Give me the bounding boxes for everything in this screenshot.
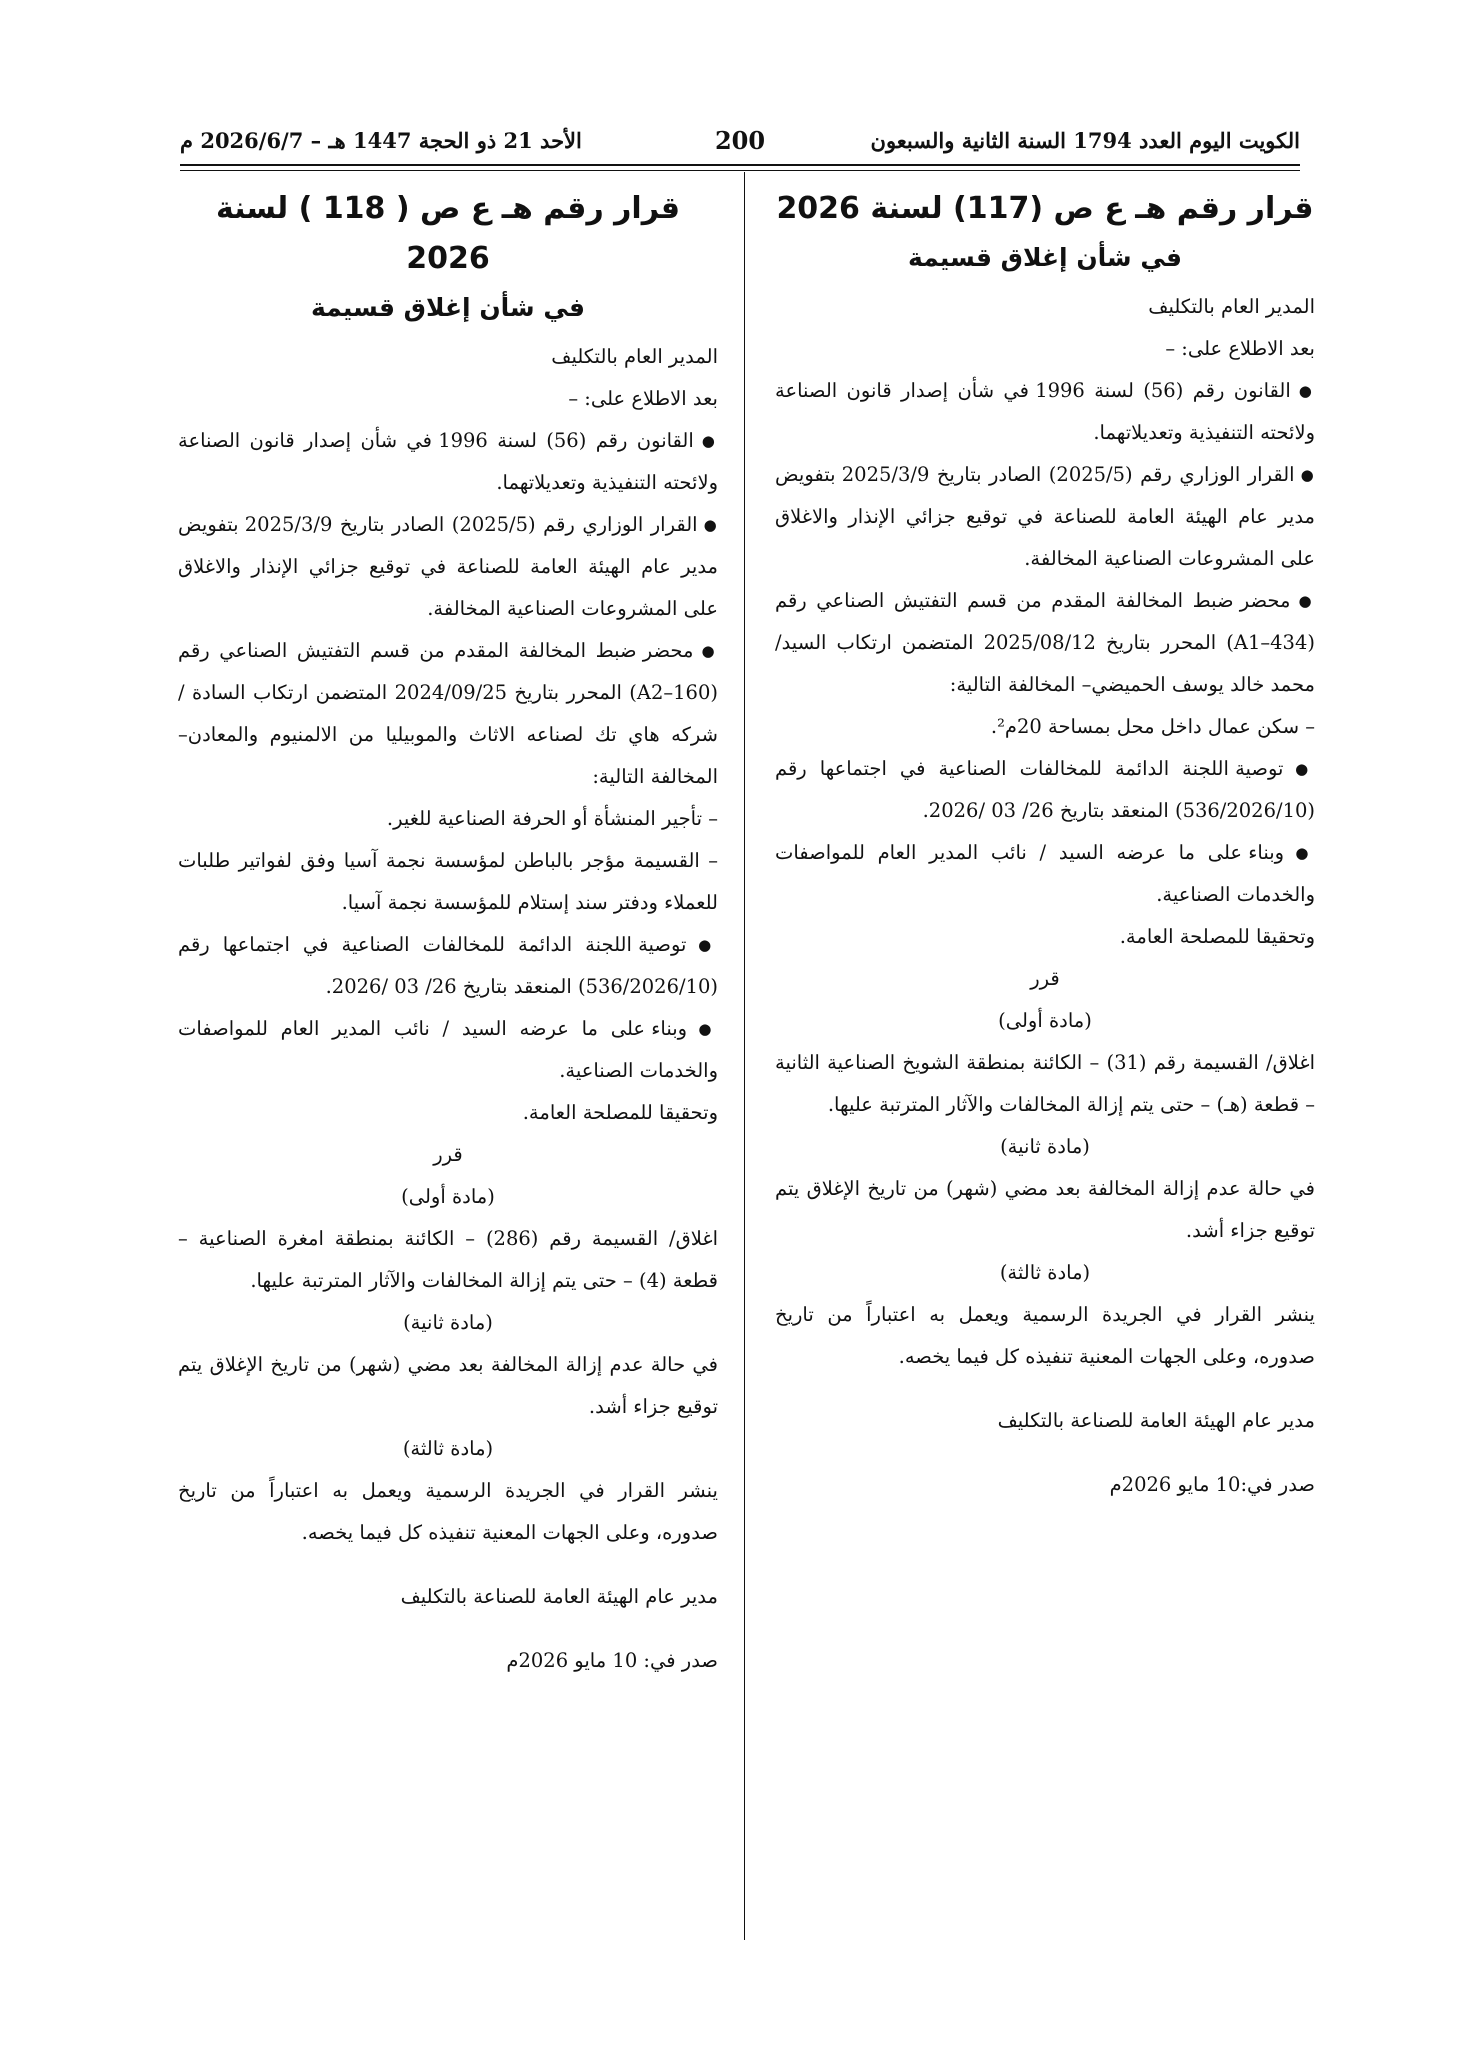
article-2-heading: (مادة ثانية) [1000, 1135, 1090, 1158]
article-2-text: في حالة عدم إزالة المخالفة بعد مضي (شهر) من تاريخ الإغلاق يتم توقيع جزاء أشد. [178, 1353, 718, 1418]
preamble-item: ● توصية اللجنة الدائمة للمخالفات الصناعية في اجتماعها رقم (536/2026/10) المنعقد بتاريخ 26/ 03 /2026. [775, 748, 1315, 832]
article-3-heading: (مادة ثالثة) [999, 1261, 1091, 1284]
preamble-item: ● محضر ضبط المخالفة المقدم من قسم التفتيش الصناعي رقم (A1–434) المحرر بتاريخ 2025/08/12 المتضمن ارتكاب السيد/ محمد خالد يوسف الحميضي– المخالفة التالية: [775, 580, 1315, 706]
article-3-text: ينشر القرار في الجريدة الرسمية ويعمل به اعتباراً من تاريخ صدوره، وعلى الجهات المعنية تنفيذه كل فيما يخصه. [178, 1479, 718, 1544]
signature: مدير عام الهيئة العامة للصناعة بالتكليف [400, 1585, 718, 1608]
issue-date: صدر في: 10 مايو 2026م [506, 1649, 718, 1672]
preamble-item: ● وبناء على ما عرضه السيد / نائب المدير العام للمواصفات والخدمات الصناعية. [178, 1008, 718, 1092]
violation-item: – تأجير المنشأة أو الحرفة الصناعية للغير. [386, 807, 718, 830]
article-1-heading: (مادة أولى) [998, 1009, 1092, 1032]
page-header [180, 118, 1300, 162]
issuer: المدير العام بالتكليف [1148, 295, 1315, 318]
decision-subtitle: في شأن إغلاق قسيمة [311, 293, 585, 322]
article-1-text: اغلاق/ القسيمة رقم (31) – الكائنة بمنطقة الشويخ الصناعية الثانية – قطعة (هـ) – حتى يتم إزالة المخالفات والآثار المترتبة عليها. [775, 1051, 1315, 1116]
decided-heading: قرر [1030, 967, 1060, 990]
preamble-item: ● توصية اللجنة الدائمة للمخالفات الصناعية في اجتماعها رقم (536/2026/10) المنعقد بتاريخ 26/ 03 /2026. [178, 924, 718, 1008]
column-divider [744, 172, 745, 1940]
preamble-item: ● القانون رقم (56) لسنة 1996 في شأن إصدار قانون الصناعة ولائحته التنفيذية وتعديلاتهما. [178, 420, 718, 504]
decision-117-column [775, 184, 1315, 1506]
article-1-heading: (مادة أولى) [401, 1185, 495, 1208]
page-number: 200 [714, 125, 766, 155]
decision-118-column [178, 184, 718, 1682]
violation-item: – سكن عمال داخل محل بمساحة 20م². [990, 715, 1315, 738]
after-review: بعد الاطلاع على: – [568, 387, 718, 410]
preamble-item: ● محضر ضبط المخالفة المقدم من قسم التفتيش الصناعي رقم (A2–160) المحرر بتاريخ 2024/09/25 المتضمن ارتكاب السادة / شركه هاي تك لصناعه الاثاث والموبيليا من الالمنيوم والمعادن– المخالفة التالية: [178, 630, 718, 798]
header-rule-thick [180, 164, 1300, 166]
article-3-text: ينشر القرار في الجريدة الرسمية ويعمل به اعتباراً من تاريخ صدوره، وعلى الجهات المعنية تنفيذه كل فيما يخصه. [775, 1303, 1315, 1368]
preamble-item: ● القانون رقم (56) لسنة 1996 في شأن إصدار قانون الصناعة ولائحته التنفيذية وتعديلاتهما. [775, 370, 1315, 454]
decision-title: قرار رقم هـ ع ص (117) لسنة 2026 [776, 191, 1314, 226]
article-1-text: اغلاق/ القسيمة رقم (286) – الكائنة بمنطقة امغرة الصناعية – قطعة (4) – حتى يتم إزالة المخالفات والآثار المترتبة عليها. [178, 1227, 718, 1292]
decided-heading: قرر [433, 1143, 463, 1166]
header-gazette-info: الكويت اليوم العدد 1794 السنة الثانية والسبعون [870, 127, 1300, 153]
issuer: المدير العام بالتكليف [551, 345, 718, 368]
decision-title: قرار رقم هـ ع ص ( 118 ) لسنة 2026 [215, 191, 681, 276]
preamble-item: ● القرار الوزاري رقم (2025/5) الصادر بتاريخ 2025/3/9 بتفويض مدير عام الهيئة العامة للصناعة في توقيع جزائي الإنذار والاغلاق على المشروعات الصناعية المخالفة. [775, 454, 1315, 580]
article-2-heading: (مادة ثانية) [403, 1311, 493, 1334]
violation-item: – القسيمة مؤجر بالباطن لمؤسسة نجمة آسيا وفق لفواتير طلبات للعملاء ودفتر سند إستلام للمؤسسة نجمة آسيا. [178, 849, 718, 914]
public-interest: وتحقيقا للمصلحة العامة. [1119, 925, 1315, 948]
preamble-item: ● وبناء على ما عرضه السيد / نائب المدير العام للمواصفات والخدمات الصناعية. [775, 832, 1315, 916]
public-interest: وتحقيقا للمصلحة العامة. [522, 1101, 718, 1124]
header-rule-thin [180, 170, 1300, 171]
after-review: بعد الاطلاع على: – [1165, 337, 1315, 360]
article-2-text: في حالة عدم إزالة المخالفة بعد مضي (شهر) من تاريخ الإغلاق يتم توقيع جزاء أشد. [775, 1177, 1315, 1242]
article-3-heading: (مادة ثالثة) [402, 1437, 494, 1460]
decision-subtitle: في شأن إغلاق قسيمة [908, 243, 1182, 272]
preamble-item: ● القرار الوزاري رقم (2025/5) الصادر بتاريخ 2025/3/9 بتفويض مدير عام الهيئة العامة للصناعة في توقيع جزائي الإنذار والاغلاق على المشروعات الصناعية المخالفة. [178, 504, 718, 630]
issue-date: صدر في:10 مايو 2026م [1109, 1473, 1315, 1496]
header-date: الأحد 21 ذو الحجة 1447 هـ – 2026/6/7 م [180, 127, 582, 153]
signature: مدير عام الهيئة العامة للصناعة بالتكليف [997, 1409, 1315, 1432]
